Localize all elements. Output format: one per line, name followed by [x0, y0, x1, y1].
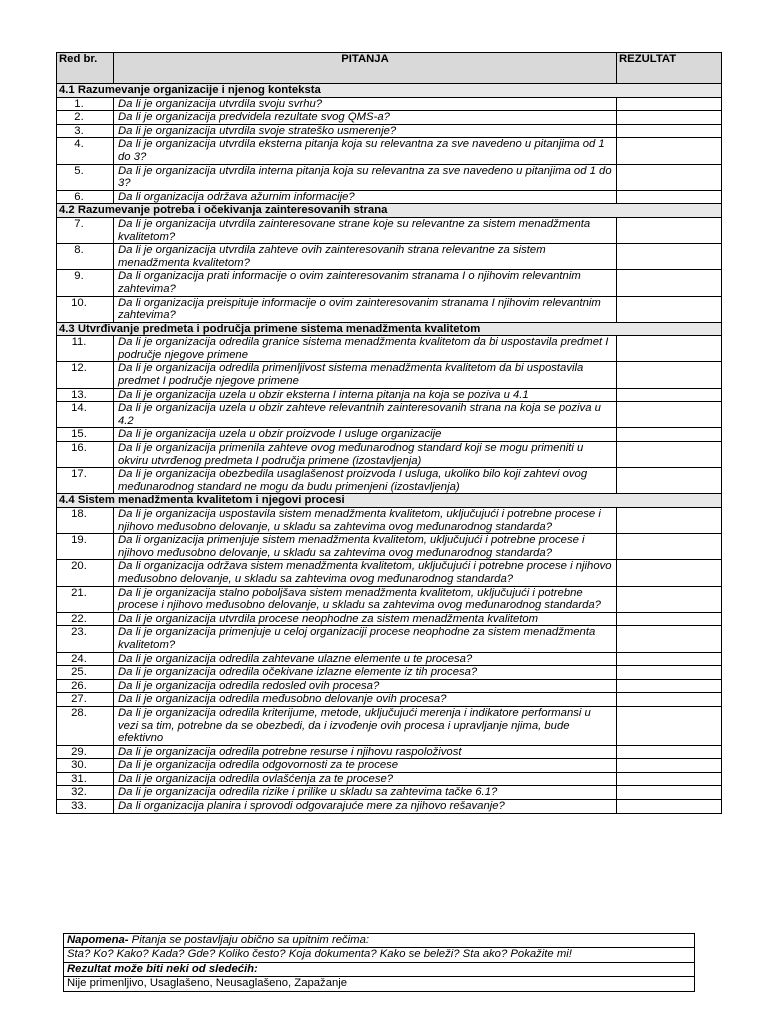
- result-cell[interactable]: [617, 626, 722, 652]
- section-row: [57, 84, 722, 98]
- question-number: 26.: [57, 679, 114, 693]
- question-row: [57, 534, 722, 560]
- question-text: Da li je organizacija uzela u obzir proizvode I usluge organizacije: [114, 428, 617, 442]
- result-cell[interactable]: [617, 679, 722, 693]
- question-row: [57, 362, 722, 388]
- question-text: Da li je organizacija odredila potrebne resurse i njihovu raspoloživost: [114, 745, 617, 759]
- question-text: Da li je organizacija odredila rizike i prilike u skladu sa zahtevima tačke 6.1?: [114, 786, 617, 800]
- question-row: [57, 560, 722, 586]
- note-box: [63, 933, 695, 992]
- result-cell[interactable]: [617, 442, 722, 468]
- question-number: 25.: [57, 666, 114, 680]
- header-result: REZULTAT: [617, 53, 722, 84]
- question-row: [57, 468, 722, 494]
- section-title: 4.3 Utvrđivanje predmeta i područja primene sistema menadžmenta kvalitetom: [57, 322, 722, 336]
- result-cell[interactable]: [617, 693, 722, 707]
- question-row: [57, 442, 722, 468]
- result-cell[interactable]: [617, 428, 722, 442]
- question-number: 23.: [57, 626, 114, 652]
- question-number: 3.: [57, 124, 114, 138]
- question-number: 33.: [57, 800, 114, 814]
- question-row: [57, 402, 722, 428]
- question-row: [57, 138, 722, 164]
- result-cell[interactable]: [617, 244, 722, 270]
- question-row: [57, 693, 722, 707]
- question-row: [57, 626, 722, 652]
- question-number: 29.: [57, 745, 114, 759]
- question-number: 15.: [57, 428, 114, 442]
- question-number: 32.: [57, 786, 114, 800]
- question-text: Da li je organizacija utvrdila svoju svrhu?: [114, 97, 617, 111]
- section-title: 4.2 Razumevanje potreba i očekivanja zainteresovanih strana: [57, 204, 722, 218]
- result-cell[interactable]: [617, 772, 722, 786]
- result-cell[interactable]: [617, 586, 722, 612]
- section-row: [57, 322, 722, 336]
- question-number: 8.: [57, 244, 114, 270]
- question-number: 19.: [57, 534, 114, 560]
- question-row: [57, 679, 722, 693]
- table-header-row: [57, 53, 722, 84]
- result-cell[interactable]: [617, 388, 722, 402]
- result-cell[interactable]: [617, 164, 722, 190]
- question-text: Da li je organizacija odredila granice sistema menadžmenta kvalitetom da bi uspostavila predmet I područje njegove primene: [114, 336, 617, 362]
- question-number: 18.: [57, 508, 114, 534]
- question-number: 20.: [57, 560, 114, 586]
- question-text: Da li je organizacija primenila zahteve ovog međunarodnog standard koji se mogu primeniti u okviru utvrđenog predmeta I područja primene (izostavljenja): [114, 442, 617, 468]
- question-row: [57, 759, 722, 773]
- result-cell[interactable]: [617, 652, 722, 666]
- question-text: Da li je organizacija utvrdila svoje strateško usmerenje?: [114, 124, 617, 138]
- question-row: [57, 217, 722, 243]
- question-row: [57, 666, 722, 680]
- result-cell[interactable]: [617, 759, 722, 773]
- note-result-values: Nije primenljivo, Usaglašeno, Neusaglašeno, Zapažanje: [64, 977, 695, 991]
- question-row: [57, 586, 722, 612]
- question-number: 16.: [57, 442, 114, 468]
- result-cell[interactable]: [617, 138, 722, 164]
- result-cell[interactable]: [617, 800, 722, 814]
- result-cell[interactable]: [617, 270, 722, 296]
- question-text: Da li je organizacija odredila redosled ovih procesa?: [114, 679, 617, 693]
- question-row: [57, 111, 722, 125]
- question-number: 28.: [57, 706, 114, 745]
- note-text: Pitanja se postavljaju obično sa upitnim rečima:: [128, 934, 370, 946]
- question-number: 21.: [57, 586, 114, 612]
- result-cell[interactable]: [617, 111, 722, 125]
- question-row: [57, 786, 722, 800]
- question-text: Da li je organizacija odredila kriterijume, metode, uključujući merenja i indikatore performansi u vezi sa tim, potrebne da se obezbedi, da i izvođenje ovih procesa i upravljanje njima, bude efektivno: [114, 706, 617, 745]
- question-text: Da li je organizacija utvrdila procese neophodne za sistem menadžmenta kvalitetom: [114, 612, 617, 626]
- question-text: Da li organizacija planira i sprovodi odgovarajuće mere za njihovo rešavanje?: [114, 800, 617, 814]
- question-number: 4.: [57, 138, 114, 164]
- question-text: Da li je organizacija predvidela rezultate svog QMS-a?: [114, 111, 617, 125]
- question-number: 30.: [57, 759, 114, 773]
- question-text: Da li je organizacija odredila ovlašćenja za te procese?: [114, 772, 617, 786]
- question-text: Da li organizacija preispituje informacije o ovim zainteresovanim stranama I njihovim relevantnim zahtevima?: [114, 296, 617, 322]
- question-number: 13.: [57, 388, 114, 402]
- question-number: 17.: [57, 468, 114, 494]
- result-cell[interactable]: [617, 336, 722, 362]
- question-row: [57, 652, 722, 666]
- question-text: Da li je organizacija utvrdila zainteresovane strane koje su relevantne za sistem menadžmenta kvalitetom?: [114, 217, 617, 243]
- question-number: 5.: [57, 164, 114, 190]
- question-row: [57, 745, 722, 759]
- question-row: [57, 800, 722, 814]
- question-text: Da li je organizacija odredila očekivane izlazne elemente iz tih procesa?: [114, 666, 617, 680]
- result-cell[interactable]: [617, 124, 722, 138]
- question-row: [57, 772, 722, 786]
- result-cell[interactable]: [617, 666, 722, 680]
- question-row: [57, 336, 722, 362]
- question-row: [57, 270, 722, 296]
- question-text: Da li je organizacija odredila primenljivost sistema menadžmenta kvalitetom da bi uspostavila predmet I područje njegove primene: [114, 362, 617, 388]
- section-title: 4.4 Sistem menadžmenta kvalitetom i njegovi procesi: [57, 494, 722, 508]
- result-cell[interactable]: [617, 560, 722, 586]
- question-row: [57, 388, 722, 402]
- question-text: Da li je organizacija uspostavila sistem menadžmenta kvalitetom, uključujući i potrebne procese i njihovo međusobno delovanje, u skladu sa zahtevima ovog međunarodnog standarda?: [114, 508, 617, 534]
- question-number: 10.: [57, 296, 114, 322]
- question-number: 2.: [57, 111, 114, 125]
- question-number: 1.: [57, 97, 114, 111]
- question-text: Da li je organizacija utvrdila zahteve ovih zainteresovanih strana relevantne za sistem menadžmenta kvalitetom?: [114, 244, 617, 270]
- checklist-table: [56, 52, 722, 814]
- question-row: [57, 296, 722, 322]
- question-text: Da li je organizacija primenjuje u celoj organizaciji procese neophodne za sistem menadžmenta kvalitetom?: [114, 626, 617, 652]
- note-result-label: Rezultat može biti neki od sledećih:: [64, 962, 695, 976]
- question-text: Da li je organizacija stalno poboljšava sistem menadžmenta kvalitetom, uključujući i potrebne procese i njihovo međusobno delovanje, u skladu sa zahtevima ovog međunarodnog standarda?: [114, 586, 617, 612]
- question-row: [57, 428, 722, 442]
- result-cell[interactable]: [617, 402, 722, 428]
- result-cell[interactable]: [617, 97, 722, 111]
- section-title: 4.1 Razumevanje organizacije i njenog konteksta: [57, 84, 722, 98]
- question-text: Da li organizacija prati informacije o ovim zainteresovanim stranama I o njihovim relevantnim zahtevima?: [114, 270, 617, 296]
- question-row: [57, 612, 722, 626]
- result-cell[interactable]: [617, 612, 722, 626]
- result-cell[interactable]: [617, 745, 722, 759]
- result-cell[interactable]: [617, 362, 722, 388]
- question-number: 27.: [57, 693, 114, 707]
- question-row: [57, 97, 722, 111]
- question-number: 9.: [57, 270, 114, 296]
- question-number: 12.: [57, 362, 114, 388]
- result-cell[interactable]: [617, 706, 722, 745]
- question-row: [57, 190, 722, 204]
- question-row: [57, 124, 722, 138]
- question-text: Da li je organizacija obezbedila usaglašenost proizvoda I usluga, ukoliko bilo koji zahtevi ovog međunarodnog standard ne mogu da budu primenjeni (izostavljenja): [114, 468, 617, 494]
- section-row: [57, 204, 722, 218]
- question-number: 24.: [57, 652, 114, 666]
- section-row: [57, 494, 722, 508]
- result-cell[interactable]: [617, 508, 722, 534]
- result-cell[interactable]: [617, 190, 722, 204]
- result-cell[interactable]: [617, 296, 722, 322]
- note-question-words: Sta? Ko? Kako? Kada? Gde? Koliko često? Koja dokumenta? Kako se beleži? Sta ako? Pokažite mi!: [64, 948, 695, 962]
- question-number: 11.: [57, 336, 114, 362]
- question-text: Da li organizacija održava sistem menadžmenta kvalitetom, uključujući i potrebne procese i njihovo međusobno delovanje, u skladu sa zahtevima ovog međunarodnog standarda?: [114, 560, 617, 586]
- question-text: Da li organizacija održava ažurnim informacije?: [114, 190, 617, 204]
- header-question: PITANJA: [114, 53, 617, 84]
- result-cell[interactable]: [617, 468, 722, 494]
- question-text: Da li je organizacija odredila međusobno delovanje ovih procesa?: [114, 693, 617, 707]
- note-label: Napomena-: [67, 934, 129, 946]
- result-cell[interactable]: [617, 217, 722, 243]
- question-text: Da li je organizacija odredila zahtevane ulazne elemente u te procesa?: [114, 652, 617, 666]
- question-text: Da li je organizacija utvrdila interna pitanja koja su relevantna za sve navedeno u pitanjima od 1 do 3?: [114, 164, 617, 190]
- question-row: [57, 706, 722, 745]
- question-number: 14.: [57, 402, 114, 428]
- question-text: Da li je organizacija uzela u obzir eksterna I interna pitanja na koja se poziva u 4.1: [114, 388, 617, 402]
- result-cell[interactable]: [617, 534, 722, 560]
- header-number: Red br.: [57, 53, 114, 84]
- question-text: Da li je organizacija utvrdila eksterna pitanja koja su relevantna za sve navedeno u pitanjima od 1 do 3?: [114, 138, 617, 164]
- question-row: [57, 164, 722, 190]
- result-cell[interactable]: [617, 786, 722, 800]
- question-row: [57, 508, 722, 534]
- question-text: Da li organizacija primenjuje sistem menadžmenta kvalitetom, uključujući i potrebne procese i njihovo međusobno delovanje, u skladu sa zahtevima ovog međunarodnog standarda?: [114, 534, 617, 560]
- question-number: 22.: [57, 612, 114, 626]
- question-number: 6.: [57, 190, 114, 204]
- question-text: Da li je organizacija uzela u obzir zahteve relevantnih zainteresovanih strana na koja se poziva u 4.2: [114, 402, 617, 428]
- question-row: [57, 244, 722, 270]
- question-number: 7.: [57, 217, 114, 243]
- question-number: 31.: [57, 772, 114, 786]
- question-text: Da li je organizacija odredila odgovornosti za te procese: [114, 759, 617, 773]
